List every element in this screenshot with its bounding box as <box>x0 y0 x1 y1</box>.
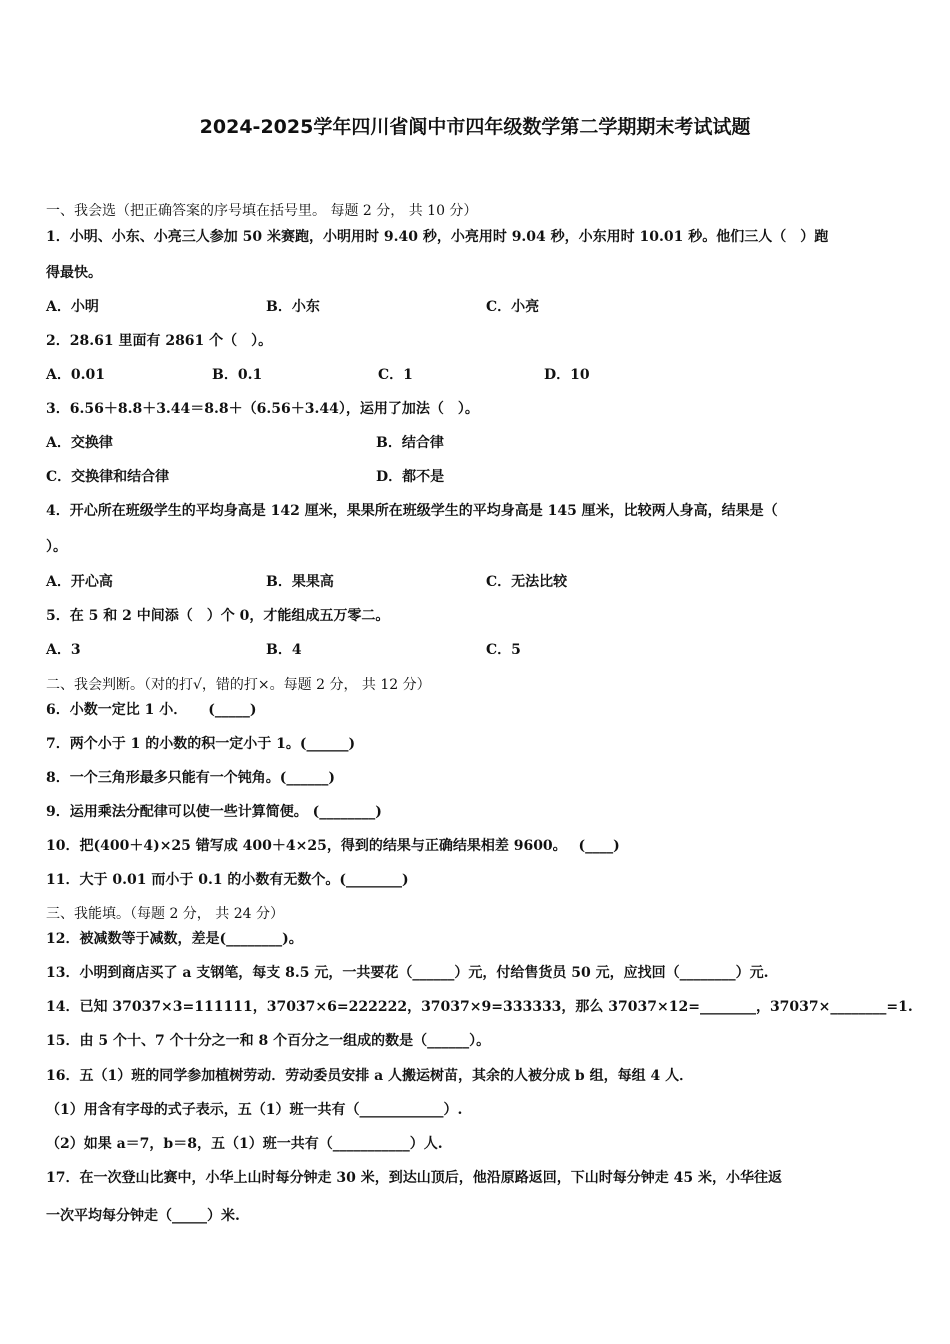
option-c: C．1 <box>378 367 413 383</box>
question-13: 13．小明到商店买了 a 支钢笔，每支 8.5 元，一共要花（______）元，付给售货员 50 元，应找回（________）元. <box>46 965 769 981</box>
option-a: A．交换律 <box>46 435 113 451</box>
option-c: C．交换律和结合律 <box>46 469 170 485</box>
question-17-line2: 一次平均每分钟走（_____）米. <box>46 1208 240 1224</box>
question-9: 9．运用乘法分配律可以使一些计算简便。 (________) <box>46 804 382 820</box>
question-1-line1: 1．小明、小东、小亮三人参加 50 米赛跑，小明用时 9.40 秒，小亮用时 9.04 秒，小东用时 10.01 秒。他们三人（ ）跑 <box>46 229 829 245</box>
option-a: A．开心高 <box>46 574 113 590</box>
option-b: B．小东 <box>266 299 320 315</box>
option-d: D．10 <box>544 367 590 383</box>
section-heading-choice: 一、我会选（把正确答案的序号填在括号里。 每题 2 分， 共 10 分） <box>46 203 478 219</box>
option-b: B．果果高 <box>266 574 334 590</box>
option-b: B．0.1 <box>212 367 263 383</box>
question-14: 14．已知 37037×3=111111，37037×6=222222，37037×9=333333，那么 37037×12=________，37037×________=1. <box>46 999 913 1015</box>
question-1-options <box>46 298 906 316</box>
page-title: 2024-2025学年四川省阆中市四年级数学第二学期期末考试试题 <box>199 116 751 138</box>
section-heading-judge: 二、我会判断。（对的打√，错的打×。每题 2 分， 共 12 分） <box>46 677 431 693</box>
question-3: 3．6.56＋8.8＋3.44＝8.8＋（6.56＋3.44），运用了加法（ ）。 <box>46 401 479 417</box>
question-2-options <box>46 366 906 384</box>
question-16-part2: （2）如果 a＝7，b＝8，五（1）班一共有（___________）人. <box>46 1136 443 1152</box>
question-7: 7．两个小于 1 的小数的积一定小于 1。(______) <box>46 736 356 752</box>
question-10: 10．把(400＋4)×25 错写成 400＋4×25，得到的结果与正确结果相差 9600。 (____) <box>46 838 620 854</box>
question-16-part1: （1）用含有字母的式子表示，五（1）班一共有（____________）. <box>46 1102 463 1118</box>
question-12: 12．被减数等于减数，差是(________)。 <box>46 931 303 947</box>
question-16: 16．五（1）班的同学参加植树劳动．劳动委员安排 a 人搬运树苗，其余的人被分成 b 组，每组 4 人． <box>46 1068 694 1084</box>
section-heading-fill: 三、我能填。（每题 2 分， 共 24 分） <box>46 906 284 922</box>
question-6: 6．小数一定比 1 小． (_____) <box>46 702 257 718</box>
option-d: D．都不是 <box>376 469 445 485</box>
option-b: B．结合律 <box>376 435 444 451</box>
question-2: 2．28.61 里面有 2861 个（ ）。 <box>46 333 273 349</box>
option-a: A．小明 <box>46 299 99 315</box>
question-3-options-row2 <box>46 468 906 486</box>
question-1-line2: 得最快。 <box>46 265 102 281</box>
option-c: C．5 <box>486 642 521 658</box>
question-4-options <box>46 573 906 591</box>
question-3-options-row1 <box>46 434 906 452</box>
question-11: 11．大于 0.01 而小于 0.1 的小数有无数个。(________) <box>46 872 409 888</box>
option-a: A．3 <box>46 642 81 658</box>
question-8: 8．一个三角形最多只能有一个钝角。(______) <box>46 770 335 786</box>
option-a: A．0.01 <box>46 367 105 383</box>
option-c: C．无法比较 <box>486 574 568 590</box>
question-4-line2: ）。 <box>46 539 67 555</box>
question-4-line1: 4．开心所在班级学生的平均身高是 142 厘米，果果所在班级学生的平均身高是 145 厘米，比较两人身高，结果是（ <box>46 503 778 519</box>
question-5-options <box>46 641 906 659</box>
option-b: B．4 <box>266 642 302 658</box>
question-15: 15．由 5 个十、7 个十分之一和 8 个百分之一组成的数是（______）。 <box>46 1033 491 1049</box>
question-5: 5．在 5 和 2 中间添（ ）个 0，才能组成五万零二。 <box>46 608 390 624</box>
option-c: C．小亮 <box>486 299 540 315</box>
question-17-line1: 17．在一次登山比赛中，小华上山时每分钟走 30 米，到达山顶后，他沿原路返回，下山时每分钟走 45 米，小华往返 <box>46 1170 782 1186</box>
